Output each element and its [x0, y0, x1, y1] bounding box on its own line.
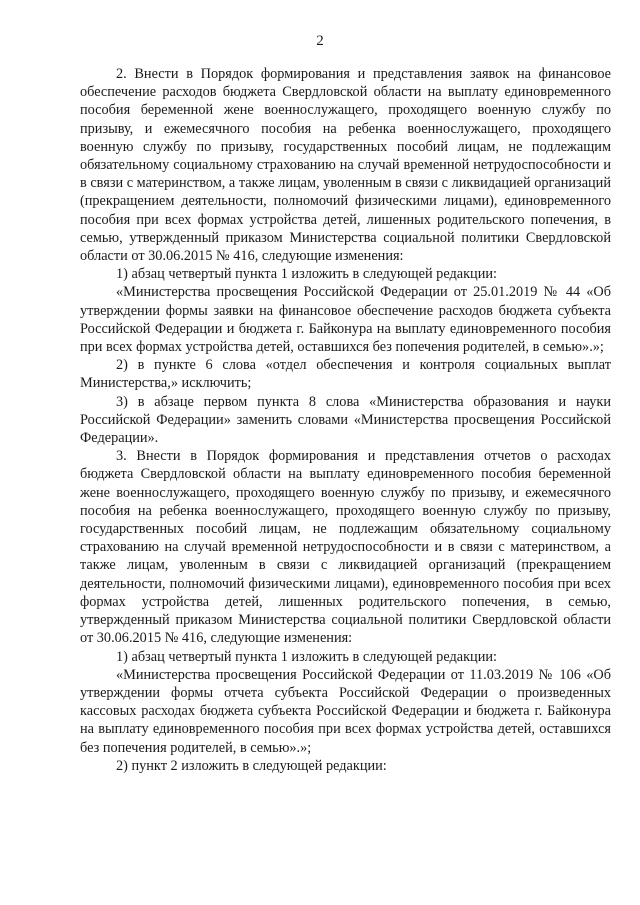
- paragraph-item-2: 2. Внести в Порядок формирования и представления заявок на финансовое обеспечение расходов бюджета Свердловской области на выплату единовременного пособия беременной жене военнослужащего, проходящего военную службу по призыву, и ежемесячного пособия на ребенка военнослужащего, проходящего военную службу по призыву, государственных пособий лицам, не подлежащим обязательному социальному страхованию на случай временной нетрудоспособности и в связи с материнством, а также лицам, уволенным в связи с ликвидацией организаций (прекращением деятельности, полномочий физическими лицами), единовременного пособия при всех формах устройства детей, лишенных родительского попечения, в семью, утвержденный приказом Министерства социальной политики Свердловской области от 30.06.2015 № 416, следующие изменения:: [80, 66, 611, 265]
- paragraph-subitem-1: 1) абзац четвертый пункта 1 изложить в следующей редакции:: [116, 266, 497, 283]
- paragraph-subitem-1: 1) абзац четвертый пункта 1 изложить в следующей редакции:: [116, 648, 497, 665]
- paragraph-subitem-2: 2) пункт 2 изложить в следующей редакции:: [116, 757, 387, 774]
- paragraph-item-3: 3. Внести в Порядок формирования и представления отчетов о расходах бюджета Свердловской области на выплату единовременного пособия беременной жене военнослужащего, проходящего военную службу по призыву, и ежемесячного пособия на ребенка военнослужащего, проходящего военную службу по призыву, государственных пособий лицам, не подлежащим обязательному социальному страхованию на случай временной нетрудоспособности и в связи с материнством, а также лицам, уволенным в связи с ликвидацией организаций (прекращением деятельности, полномочий физическими лицами), единовременного пособия при всех формах устройства детей, лишенных родительского попечения, в семью, утвержденный приказом Министерства социальной политики Свердловской области от 30.06.2015 № 416, следующие изменения:: [80, 448, 611, 647]
- paragraph-quote: «Министерства просвещения Российской Федерации от 25.01.2019 № 44 «Об утверждении формы заявки на финансовое обеспечение расходов бюджета субъекта Российской Федерации и бюджета г. Байконура на выплату единовременного пособия при всех формах устройства детей, оставшихся без попечения родителей, в семью».»;: [80, 284, 611, 356]
- paragraph-subitem-3: 3) в абзаце первом пункта 8 слова «Министерства образования и науки Российской Федерации» заменить словами «Министерства просвещения Российской Федерации».: [80, 393, 611, 447]
- document-body: [80, 65, 611, 775]
- paragraph-subitem-2: 2) в пункте 6 слова «отдел обеспечения и контроля социальных выплат Министерства,» исключить;: [80, 357, 611, 392]
- page-number: 2: [316, 33, 324, 49]
- paragraph-quote: «Министерства просвещения Российской Федерации от 11.03.2019 № 106 «Об утверждении формы отчета субъекта Российской Федерации о произведенных кассовых расходах бюджета субъекта Российской Федерации и бюджета г. Байконура на выплату единовременного пособия при всех формах устройства детей, оставшихся без попечения родителей, в семью».»;: [80, 666, 611, 756]
